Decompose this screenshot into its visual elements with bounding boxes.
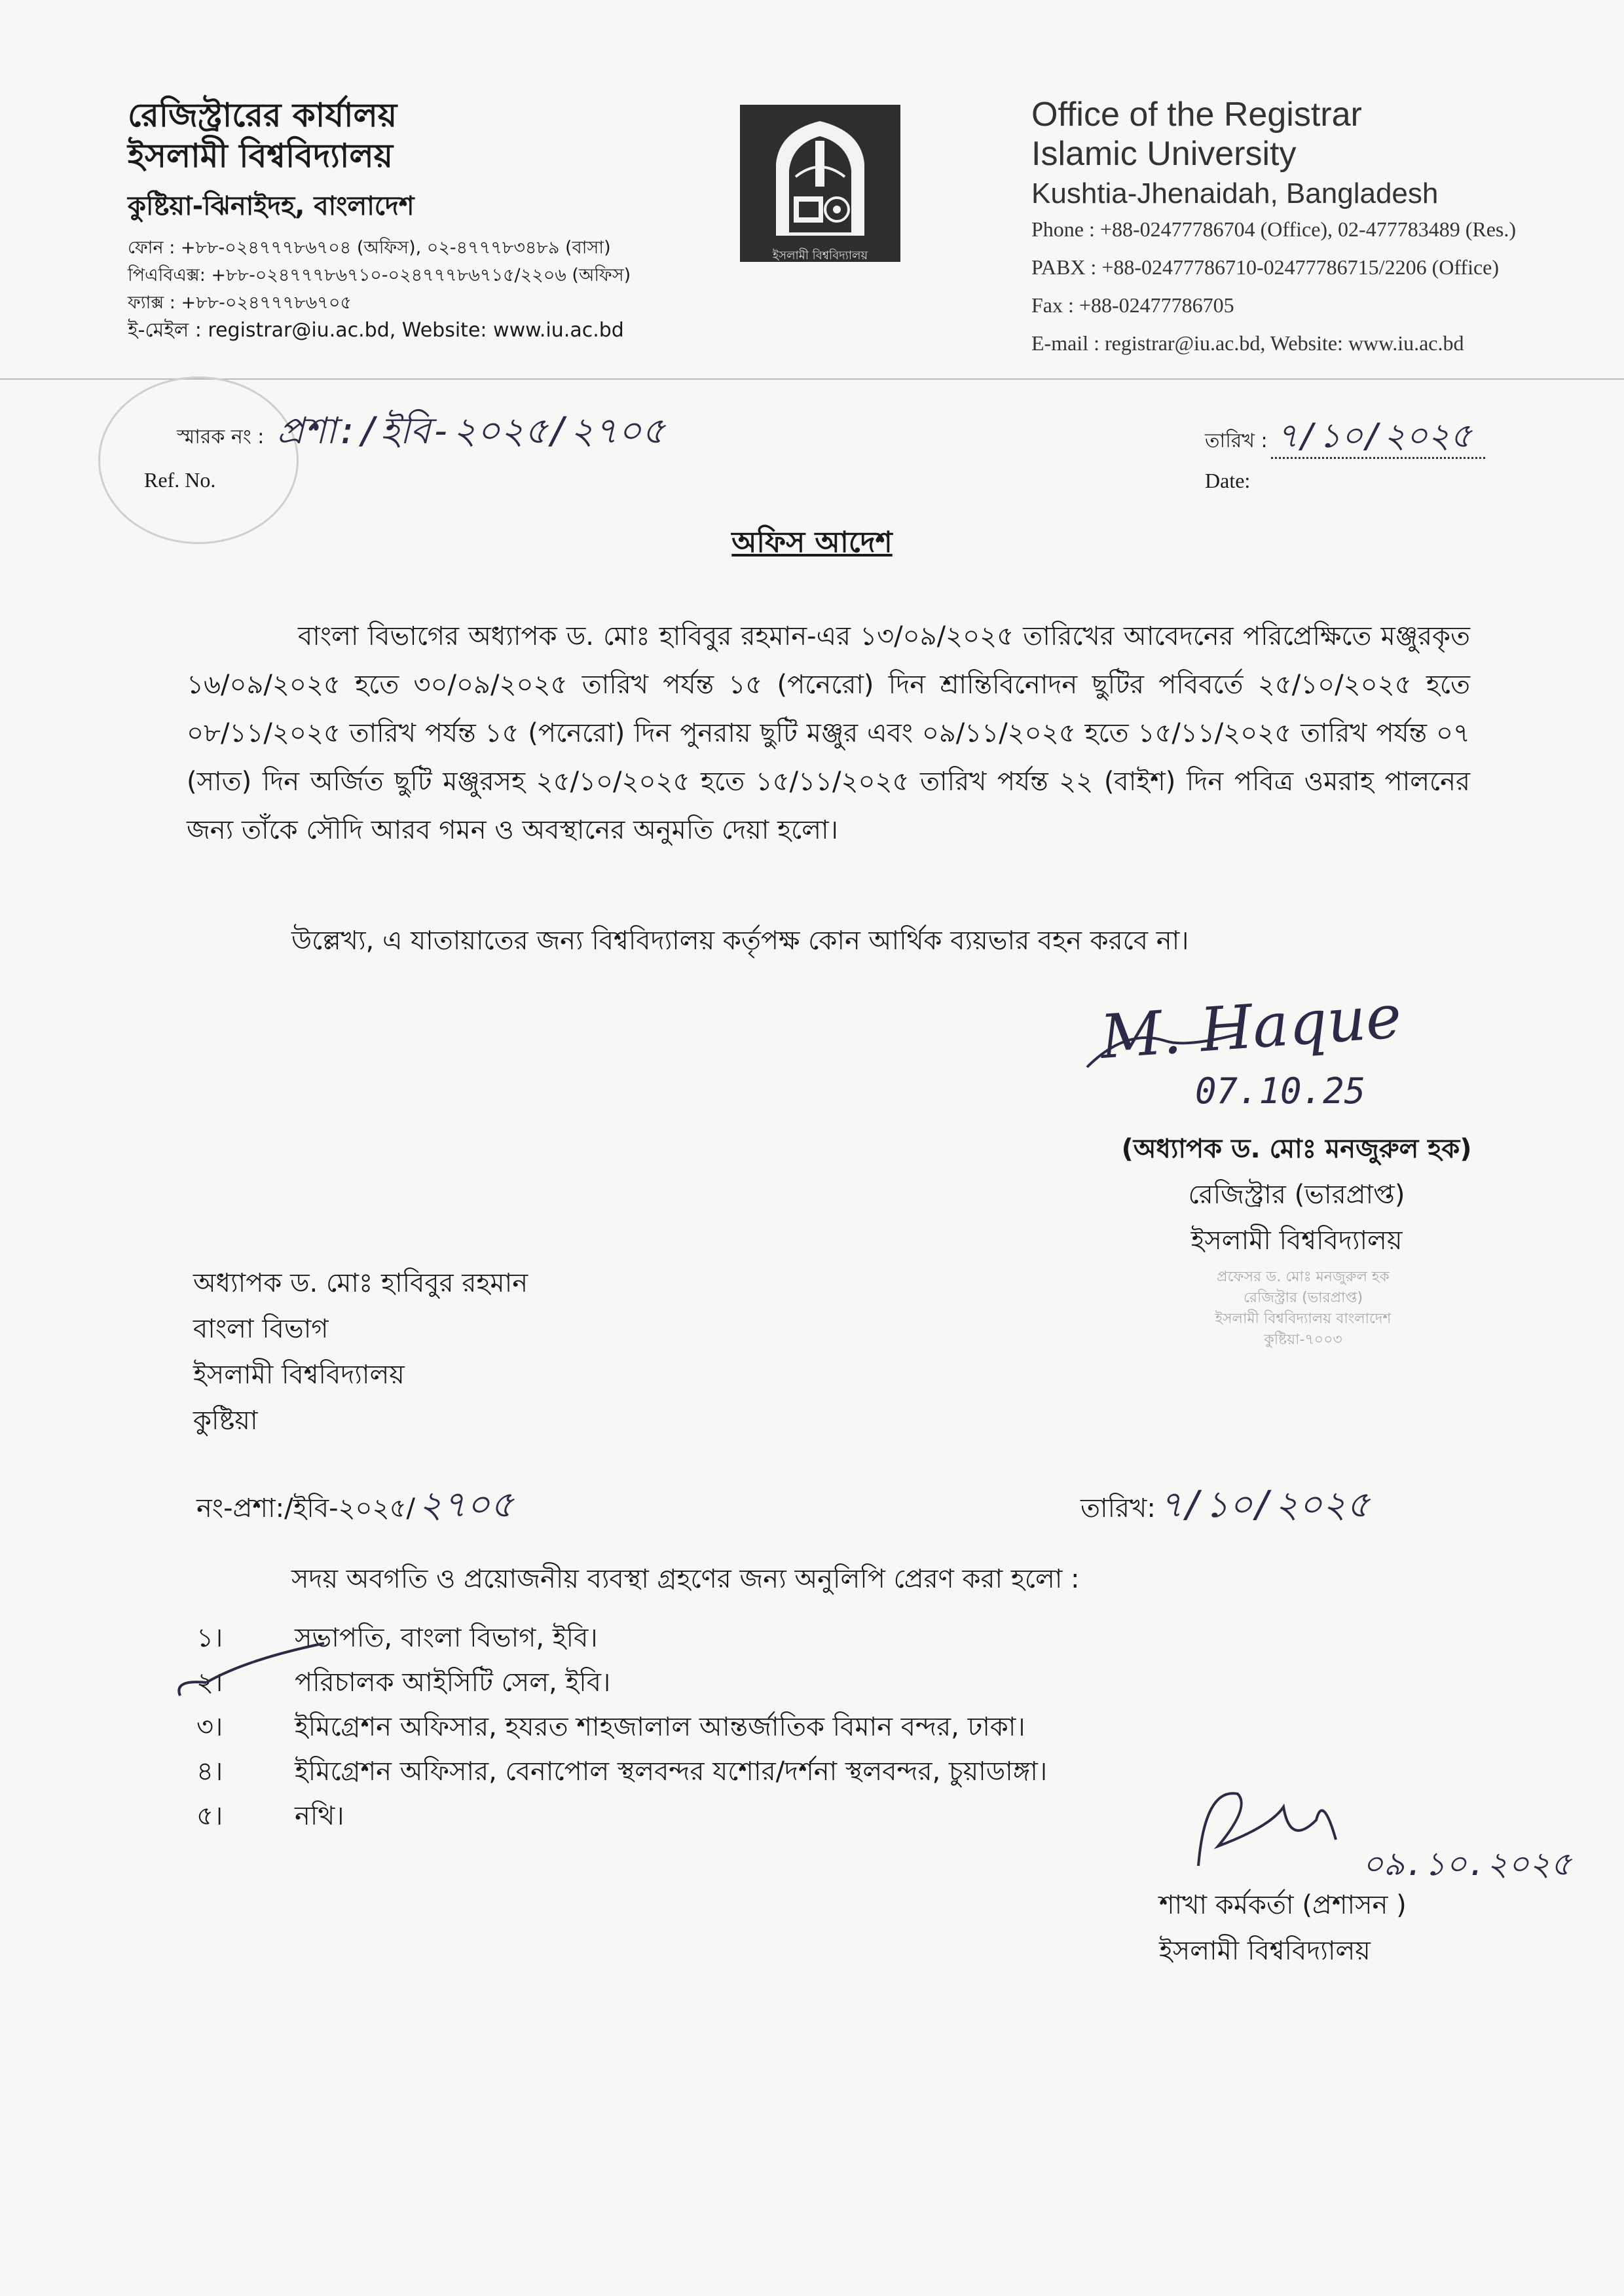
copy-ref-number [196, 1476, 514, 1538]
copy-list-text: সভাপতি, বাংলা বিভাগ, ইবি। [295, 1623, 598, 1653]
fax-en: Fax : +88-02477786705 [1031, 293, 1234, 317]
signatory-organization: ইসলামী বিশ্ববিদ্যালয় [1190, 1226, 1403, 1256]
seal-line-2: রেজিস্ট্রার (ভারপ্রাপ্ত) [1243, 1290, 1363, 1306]
date-value: ৭/১০/২০২৫ [1271, 416, 1485, 459]
fax-bn: ফ্যাক্স : +৮৮-০২৪৭৭৭৮৬৭০৫ [128, 293, 352, 313]
signatory-name: (অধ্যাপক ড. মোঃ মনজুরুল হক) [1121, 1134, 1472, 1164]
copy-list-number: ৩। [196, 1712, 223, 1742]
copy-date-label: তারিখ: [1080, 1493, 1156, 1523]
email-en: E-mail : registrar@iu.ac.bd, Website: www.iu.ac.bd [1031, 331, 1464, 355]
email-bn: ই-মেইল : registrar@iu.ac.bd, Website: www.iu.ac.bd [128, 319, 624, 342]
copy-list-number: ৫। [196, 1801, 223, 1831]
date-label-en: Date: [1205, 469, 1251, 492]
copy-ref-label: নং-প্রশা:/ইবি-২০২৫/ [196, 1493, 416, 1523]
registrar-signature: M. Haque [1098, 981, 1404, 1072]
letterhead-en [1031, 95, 1608, 362]
date-block [1205, 409, 1545, 493]
section-officer-signature [1179, 1768, 1375, 1879]
seal-line-4: কুষ্টিয়া-৭০০৩ [1264, 1332, 1342, 1348]
signatory-designation: রেজিস্ট্রার (ভারপ্রাপ্ত) [1188, 1180, 1405, 1210]
copy-list-number: ৪। [196, 1757, 223, 1787]
copy-list-number: ২। [196, 1667, 223, 1698]
copy-ref-value: ২৭০৫ [418, 1484, 514, 1526]
copy-list-text: পরিচালক আইসিটি সেল, ইবি। [295, 1667, 611, 1698]
location-en: Kushtia-Jhenaidah, Bangladesh [1031, 177, 1439, 210]
recipient-department: বাংলা বিভাগ [193, 1314, 329, 1344]
copy-intro: সদয় অবগতি ও প্রয়োজনীয় ব্যবস্থা গ্রহণের জন্য অনুলিপি প্রেরণ করা হলো : [291, 1564, 1080, 1594]
university-name-bn: ইসলামী বিশ্ববিদ্যালয় [128, 137, 394, 175]
section-officer-signed-date: ০৯.১০.২০২৫ [1362, 1845, 1572, 1883]
location-bn: কুষ্টিয়া-ঝিনাইদহ, বাংলাদেশ [128, 191, 415, 221]
seal-line-3: ইসলামী বিশ্ববিদ্যালয় বাংলাদেশ [1215, 1311, 1392, 1327]
copy-list-text: নথি। [295, 1801, 344, 1831]
order-title: অফিস আদেশ [731, 526, 893, 559]
pabx-bn: পিএবিএক্স: +৮৮-০২৪৭৭৭৮৬৭১০-০২৪৭৭৭৮৬৭১৫/২২০৬ (অফিস) [128, 265, 631, 285]
copy-list-item [196, 1795, 344, 1839]
section-officer-designation: শাখা কর্মকর্তা (প্রশাসন ) [1159, 1890, 1407, 1920]
signatory-block [1048, 1126, 1545, 1264]
recipient-name: অধ্যাপক ড. মোঃ হাবিবুর রহমান [193, 1268, 528, 1298]
registrar-seal-text [1153, 1267, 1454, 1351]
copy-ref-date [1080, 1476, 1370, 1538]
section-officer-organization: ইসলামী বিশ্ববিদ্যালয় [1159, 1936, 1371, 1966]
recipient-block [193, 1260, 528, 1444]
copy-list-text: ইমিগ্রেশন অফিসার, বেনাপোল স্থলবন্দর যশোর/দর্শনা স্থলবন্দর, চুয়াডাঙ্গা। [295, 1757, 1048, 1787]
ref-label-bn: স্মারক নং : [177, 426, 265, 448]
copy-list-number: ১। [196, 1623, 223, 1653]
ref-block [144, 403, 832, 492]
logo-emblem-icon [740, 105, 900, 242]
university-name-en: Islamic University [1031, 135, 1297, 173]
copy-list-item [196, 1751, 1047, 1795]
letterhead-bn [128, 95, 717, 344]
order-body-paragraph: বাংলা বিভাগের অধ্যাপক ড. মোঃ হাবিবুর রহমান-এর ১৩/০৯/২০২৫ তারিখের আবেদনের পরিপ্রেক্ষিতে মঞ্জুরকৃত ১৬/০৯/২০২৫ হতে ৩০/০৯/২০২৫ তারিখ পর্যন্ত ১৫ (পনেরো) দিন শ্রান্তিবিনোদন ছুটির পবিবর্তে ২৫/১০/২০২৫ হতে ০৮/১১/২০২৫ তারিখ পর্যন্ত ১৫ (পনেরো) দিন পুনরায় ছুটি মঞ্জুর এবং ০৯/১১/২০২৫ হতে ১৫/১১/২০২৫ তারিখ পর্যন্ত ০৭ (সাত) দিন অর্জিত ছুটি মঞ্জুরসহ ২৫/১০/২০২৫ হতে ১৫/১১/২০২৫ তারিখ পর্যন্ত ২২ (বাইশ) দিন পবিত্র ওমরাহ পালনের জন্য তাঁকে সৌদি আরব গমন ও অবস্থানের অনুমতি দেয়া হলো। [187, 621, 1470, 845]
seal-line-1: প্রফেসর ড. মোঃ মনজুরুল হক [1217, 1269, 1390, 1285]
copy-list-item [196, 1706, 1025, 1750]
date-label-bn: তারিখ : [1205, 429, 1268, 452]
handwritten-tick-mark [167, 1633, 337, 1705]
phone-en: Phone : +88-02477786704 (Office), 02-477783489 (Res.) [1031, 217, 1517, 241]
signature-underline-stroke [1080, 1021, 1251, 1074]
ref-number: প্রশা:/ইবি-২০২৫/২৭০৫ [276, 410, 665, 452]
logo-caption: ইসলামী বিশ্ববিদ্যালয় [772, 249, 868, 263]
university-logo [740, 105, 900, 262]
office-title-en: Office of the Registrar [1031, 96, 1362, 134]
registrar-signed-date: 07.10.25 [1195, 1070, 1366, 1112]
office-title-bn: রেজিস্ট্রারের কার্যালয় [128, 96, 397, 134]
order-note-paragraph: উল্লেখ্য, এ যাতায়াতের জন্য বিশ্ববিদ্যালয় কর্তৃপক্ষ কোন আর্থিক ব্যয়ভার বহন করবে না। [291, 926, 1189, 956]
letterhead-divider [0, 378, 1624, 380]
recipient-city: কুষ্টিয়া [193, 1406, 258, 1436]
phone-bn: ফোন : +৮৮-০২৪৭৭৭৮৬৭০৪ (অফিস), ০২-৪৭৭৭৮৩৪৮৯ (বাসা) [128, 238, 611, 258]
copy-list-text: ইমিগ্রেশন অফিসার, হযরত শাহজালাল আন্তর্জাতিক বিমান বন্দর, ঢাকা। [295, 1712, 1025, 1742]
pabx-en: PABX : +88-02477786710-02477786715/2206 (Office) [1031, 255, 1500, 279]
ref-label-en: Ref. No. [144, 468, 216, 492]
copy-date-value: ৭/১০/২০২৫ [1158, 1484, 1371, 1526]
recipient-university: ইসলামী বিশ্ববিদ্যালয় [193, 1360, 405, 1390]
section-officer-block [1159, 1882, 1407, 1974]
